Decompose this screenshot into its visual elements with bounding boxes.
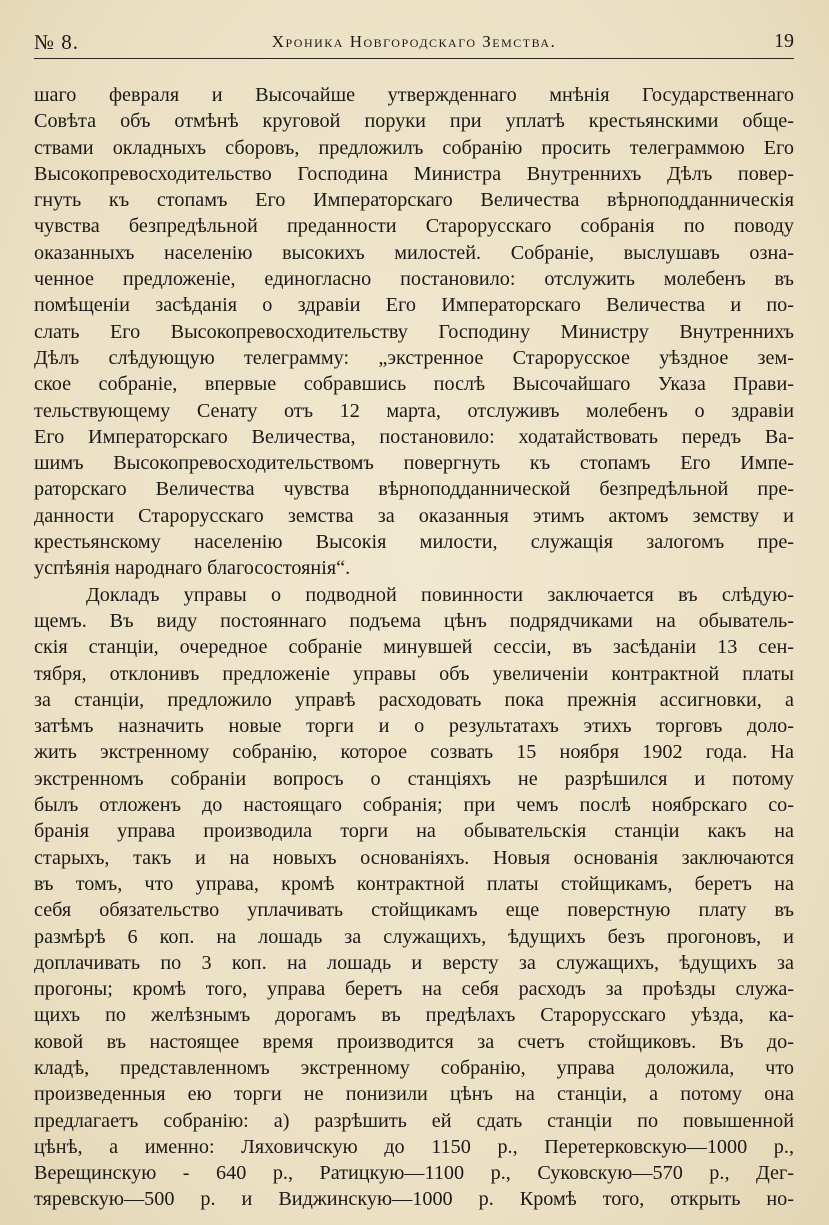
text-line: Его Императорскаго Величества, постановило: ходатайствовать передъ Ва- (34, 425, 794, 448)
text-line: Совѣта объ отмѣнѣ круговой поруки при уплатѣ крестьянскими обще- (34, 110, 794, 133)
text-line: шимъ Высокопревосходительствомъ повергнуть къ стопамъ Его Импе- (34, 452, 794, 475)
text-line: щемъ. Въ виду постояннаго подъема цѣнъ подрядчиками на обыватель- (34, 609, 794, 632)
text-line: бранія управа производила торги на обывательскія станціи какъ на (34, 820, 794, 843)
text-line: оказанныхъ населенію высокихъ милостей. Собраніе, выслушавъ озна- (34, 241, 794, 264)
text-line: ствами окладныхъ сборовъ, предложилъ собранію просить телеграммою Его (34, 136, 794, 159)
text-line: чувства безпредѣльной преданности Старорусскаго собранія по поводу (34, 215, 794, 238)
text-line: себя обязательство уплачивать стойщикамъ еще поверстную плату въ (34, 899, 794, 922)
text-line: успѣянія народнаго благосостоянія“. (34, 557, 351, 580)
text-line: данности Старорусскаго земства за оказанныя этимъ актомъ земству и (34, 504, 794, 527)
text-line: раторскаго Величества чувства вѣрноподданнической безпредѣльной пре- (34, 478, 794, 501)
body-text (34, 82, 794, 1213)
text-line: затѣмъ назначить новые торги и о результатахъ этихъ торговъ доло- (34, 715, 794, 738)
text-line: ское собраніе, впервые собравшись послѣ Высочайшаго Указа Прави- (34, 373, 794, 396)
journal-title: Хроника Новгородскаго Земства. (271, 32, 557, 51)
text-line: слать Его Высокопревосходительству Господину Министру Внутреннихъ (34, 320, 794, 343)
text-line: старыхъ, такъ и на новыхъ основаніяхъ. Новыя основанія заключаются (34, 846, 794, 869)
text-line: былъ отложенъ до настоящаго собранія; при чемъ послѣ ноябрскаго со- (34, 794, 794, 817)
text-line: Дѣлъ слѣдующую телеграмму: „экстренное Старорусское уѣздное зем- (34, 346, 794, 369)
text-line: произведенныя ею торги не понизили цѣнъ на станціи, а потому она (34, 1083, 794, 1106)
text-line: тяревскую—500 р. и Виджинскую—1000 р. Кромѣ того, открыть но- (34, 1188, 794, 1211)
text-line: прогоны; кромѣ того, управа беретъ на себя расходъ за проѣзды служа- (34, 978, 794, 1001)
text-line: скія станціи, очередное собраніе минувшей сессіи, въ засѣданіи 13 сен- (34, 636, 794, 659)
text-line: ковой въ настоящее время производится за счетъ стойщиковъ. Въ до- (34, 1030, 794, 1053)
text-line: тября, отклонивъ предложеніе управы объ увеличеніи контрактной платы (34, 662, 794, 685)
text-line: тельствующему Сенату отъ 12 марта, отслуживъ молебенъ о здравіи (34, 399, 794, 422)
text-line: ченное предложеніе, единогласно постановило: отслужить молебенъ въ (34, 268, 794, 291)
text-line: щихъ по желѣзнымъ дорогамъ въ предѣлахъ Старорусскаго уѣзда, ка- (34, 1004, 794, 1027)
text-line: гнуть къ стопамъ Его Императорскаго Величества вѣрноподданническія (34, 189, 794, 212)
text-line: крестьянскому населенію Высокія милости, служащія залогомъ пре- (34, 531, 794, 554)
text-line: предлагаетъ собранію: а) разрѣшить ей сдать станціи по повышенной (34, 1109, 794, 1132)
text-line: Верещинскую - 640 р., Ратицкую—1100 р., Суковскую—570 р., Дег- (34, 1162, 794, 1185)
text-line: цѣнѣ, а именно: Ляховичскую до 1150 р., Перетерковскую—1000 р., (34, 1135, 794, 1158)
text-line: Докладъ управы о подводной повинности заключается въ слѣдую- (86, 583, 794, 606)
text-line: помѣщеніи засѣданія о здравіи Его Императорскаго Величества и по- (34, 294, 794, 317)
text-line: Высокопревосходительство Господина Министра Внутреннихъ Дѣлъ повер- (34, 162, 794, 185)
text-line: въ томъ, что управа, кромѣ контрактной платы стойщикамъ, беретъ на (34, 872, 794, 895)
page-number: 19 (774, 30, 794, 52)
issue-number: № 8. (34, 30, 80, 54)
running-header (34, 30, 794, 59)
text-line: шаго февраля и Высочайше утвержденнаго мнѣнія Государственнаго (34, 84, 794, 106)
text-line: экстренномъ собраніи вопросъ о станціяхъ не разрѣшился и потому (34, 767, 794, 790)
text-line: за станціи, предложило управѣ расходовать пока прежнія ассигновки, а (34, 688, 794, 711)
text-line: размѣрѣ 6 коп. на лошадь за служащихъ, ѣдущихъ безъ прогоновъ, и (34, 925, 794, 948)
text-line: жить экстренному собранію, которое созвать 15 ноября 1902 года. На (34, 741, 794, 764)
text-line: доплачивать по 3 коп. на лошадь и версту за служащихъ, ѣдущихъ за (34, 951, 794, 974)
text-line: кладѣ, представленномъ экстренному собранію, управа доложила, что (34, 1056, 794, 1079)
